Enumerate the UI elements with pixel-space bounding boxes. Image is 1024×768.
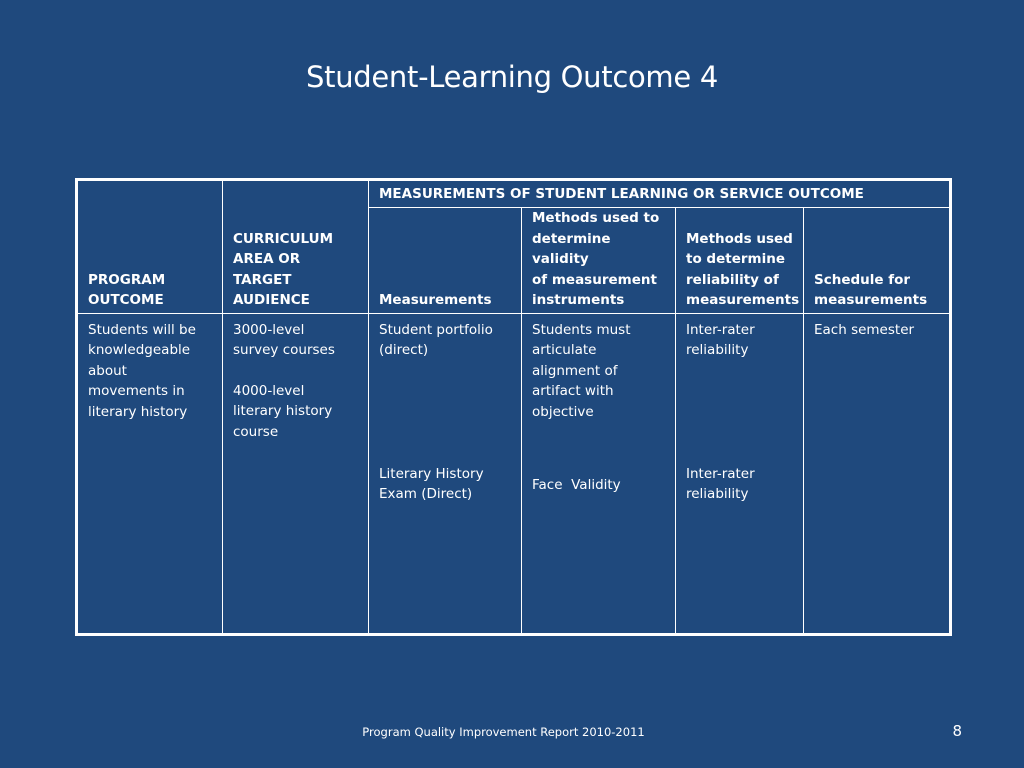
table-row — [77, 313, 951, 635]
cell-line: survey courses — [233, 342, 335, 358]
header-reliability-line: to determine — [686, 251, 785, 267]
cell-curriculum — [223, 313, 369, 635]
spacer — [686, 361, 793, 464]
cell-line: alignment of — [532, 362, 618, 379]
cell-line: about — [88, 362, 127, 379]
cell-line: articulate — [532, 342, 597, 358]
cell-line: Face Validity — [532, 477, 621, 493]
cell-line: Students must — [532, 321, 631, 338]
footer-text: Program Quality Improvement Report 2010-2011 — [362, 725, 645, 739]
header-reliability-line: reliability of — [686, 271, 779, 288]
cell-line: Students will be — [88, 321, 196, 338]
header-program-outcome-line: PROGRAM — [88, 271, 166, 288]
cell-line: artifact with — [532, 383, 614, 399]
header-program-outcome — [77, 180, 223, 314]
header-validity-line: instruments — [532, 292, 625, 308]
cell-line: Literary History — [379, 465, 484, 482]
header-validity-line: of measurement — [532, 271, 657, 288]
header-curriculum — [223, 180, 369, 314]
outcome-table — [75, 178, 952, 636]
spacer — [233, 361, 358, 381]
spacer — [379, 361, 511, 464]
header-curriculum-line: AREA OR TARGET — [233, 251, 301, 288]
cell-line: movements in — [88, 383, 185, 399]
header-measurements: Measurements — [369, 208, 522, 314]
header-curriculum-line: AUDIENCE — [233, 292, 310, 308]
table-header-row — [77, 180, 951, 208]
header-reliability-line: Methods used — [686, 230, 793, 247]
cell-line: Exam (Direct) — [379, 486, 473, 502]
header-schedule-line: measurements — [814, 292, 928, 308]
header-program-outcome-line: OUTCOME — [88, 292, 164, 308]
cell-line: course — [233, 423, 279, 440]
cell-line: 3000-level — [233, 321, 305, 338]
cell-line: reliability — [686, 342, 749, 358]
cell-reliability — [676, 313, 804, 635]
cell-line: reliability — [686, 486, 749, 502]
header-reliability-line: measurements — [686, 292, 800, 308]
header-measurements-group: MEASUREMENTS OF STUDENT LEARNING OR SERVICE OUTCOME — [369, 180, 951, 208]
slide-title: Student-Learning Outcome 4 — [306, 60, 718, 94]
cell-line: (direct) — [379, 342, 429, 358]
header-curriculum-line: CURRICULUM — [233, 230, 334, 247]
header-schedule — [804, 208, 951, 314]
cell-schedule — [804, 313, 951, 635]
header-validity-line: determine validity — [532, 230, 611, 267]
cell-line: knowledgeable — [88, 342, 191, 358]
cell-line: literary history — [233, 403, 333, 419]
spacer — [532, 422, 665, 475]
header-validity-line: Methods used to — [532, 210, 660, 226]
cell-line: literary history — [88, 403, 188, 420]
cell-measurements — [369, 313, 522, 635]
header-schedule-line: Schedule for — [814, 271, 911, 288]
cell-program-outcome — [77, 313, 223, 635]
cell-line: Each semester — [814, 321, 915, 338]
cell-line: objective — [532, 403, 594, 420]
header-validity — [522, 208, 676, 314]
page-number: 8 — [952, 722, 962, 740]
cell-validity — [522, 313, 676, 635]
cell-line: Inter-rater — [686, 465, 755, 482]
cell-line: 4000-level — [233, 382, 305, 399]
cell-line: Student portfolio — [379, 321, 493, 338]
header-reliability — [676, 208, 804, 314]
cell-line: Inter-rater — [686, 321, 755, 338]
